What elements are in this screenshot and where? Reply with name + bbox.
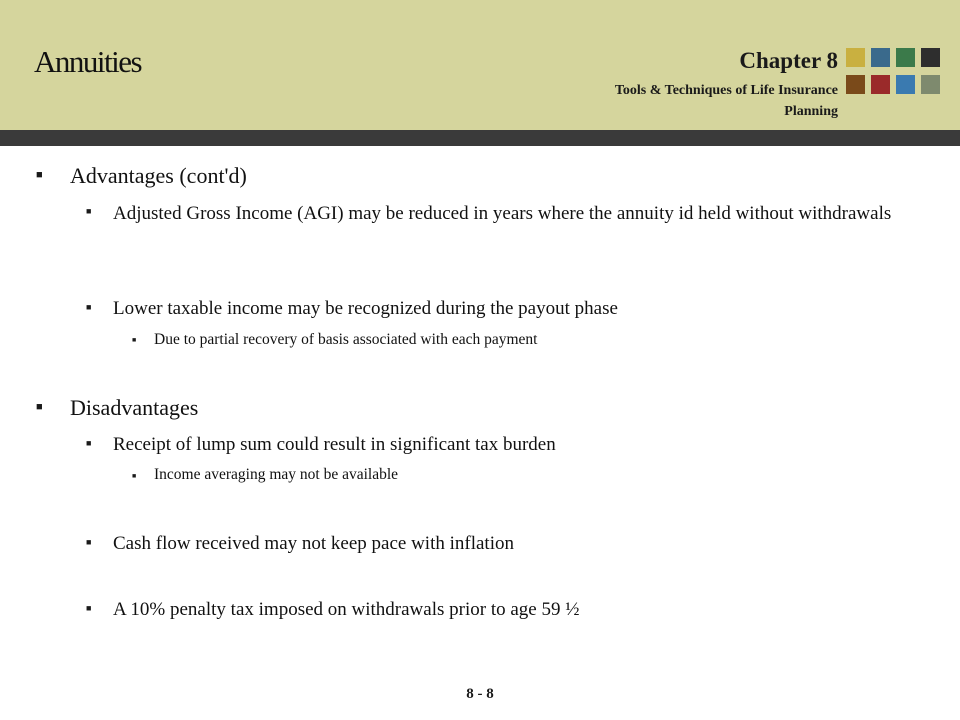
logo-square (846, 75, 865, 94)
advantage-item: Adjusted Gross Income (AGI) may be reduced in years where the annuity id held without withdrawals (113, 203, 892, 224)
page-number: 8 - 8 (466, 686, 494, 702)
logo-square (896, 75, 915, 94)
logo-square (871, 48, 890, 67)
bullet-icon: ■ (36, 401, 43, 413)
bullet-icon: ■ (86, 603, 92, 613)
advantage-sub-item: Due to partial recovery of basis associated with each payment (154, 331, 538, 348)
logo-square (846, 48, 865, 67)
disadvantage-item: A 10% penalty tax imposed on withdrawals prior to age 59 ½ (113, 599, 580, 620)
bullet-icon: ■ (132, 336, 137, 344)
logo-square (896, 48, 915, 67)
disadvantages-heading: Disadvantages (70, 395, 199, 420)
bullet-icon: ■ (86, 537, 92, 547)
disadvantage-item: Receipt of lump sum could result in significant tax burden (113, 434, 556, 455)
bullet-icon: ■ (86, 438, 92, 448)
logo-square (921, 48, 940, 67)
logo-square (921, 75, 940, 94)
bullet-icon: ■ (132, 472, 137, 480)
slide-title: Annuities (34, 44, 142, 79)
logo-square (871, 75, 890, 94)
advantages-heading: Advantages (cont'd) (70, 163, 247, 188)
chapter-label: Chapter 8 (739, 48, 838, 73)
bullet-icon: ■ (86, 206, 92, 216)
chapter-subtitle: Tools & Techniques of Life Insurance Planning (614, 83, 838, 119)
disadvantage-item: Cash flow received may not keep pace with inflation (113, 533, 514, 554)
bullet-icon: ■ (86, 302, 92, 312)
logo-squares (846, 48, 942, 94)
disadvantage-sub-item: Income averaging may not be available (154, 466, 399, 483)
header-divider (0, 130, 960, 146)
bullet-icon: ■ (36, 169, 43, 181)
advantage-item: Lower taxable income may be recognized during the payout phase (113, 298, 618, 319)
